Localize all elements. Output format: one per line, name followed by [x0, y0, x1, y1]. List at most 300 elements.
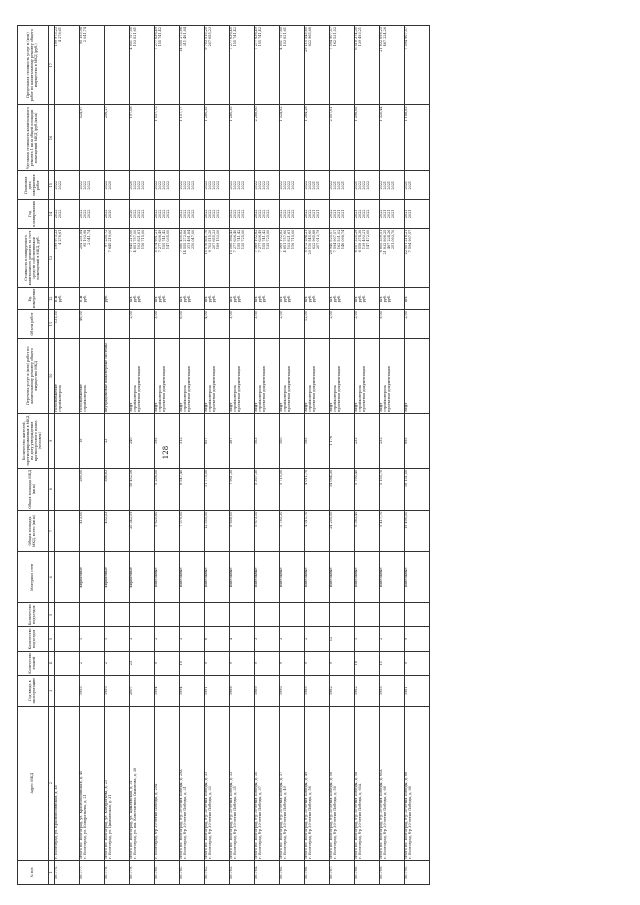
cell-line: г. Волгоград, ул. им. Константина Симонова, д. 38: [132, 767, 137, 859]
cell-line: руб.: [211, 295, 216, 303]
cell-line: 2021: [354, 180, 358, 190]
table-cell-area: 20 342,59: [130, 510, 155, 552]
table-cell-limit: [330, 26, 355, 105]
cell-line: 2022: [229, 209, 233, 219]
cell-line: 311 481,84: [182, 27, 187, 47]
table-cell-res: 232: [380, 413, 405, 468]
cell-line: 12,00: [304, 311, 308, 321]
cell-line: 9 703 515,20: [207, 229, 212, 253]
table-cell-year: 1988: [230, 675, 255, 706]
table-cell-area: 24 205,50: [330, 510, 355, 552]
table-row: [130, 26, 155, 885]
cell-line: лифт: [354, 402, 358, 412]
cell-line: 155 741,42: [261, 229, 266, 250]
cell-line: шт.: [154, 295, 158, 302]
table-cell-n: 56.784.: [255, 860, 280, 884]
table-cell-area2: 5 155,70: [380, 468, 405, 510]
cell-line: г. Волгоград, б-р 30-летия Победы, д. 31: [182, 786, 187, 859]
table-cell-area: 8 608,00: [230, 510, 255, 552]
table-cell-ent2: [305, 603, 330, 627]
table-cell-fl: 9: [255, 651, 280, 675]
cell-line: 7 569 102,82: [254, 229, 258, 253]
cell-line: 97 235,72: [104, 229, 108, 247]
table-cell-unitcost: [80, 105, 105, 171]
cell-line: 2020: [107, 209, 112, 219]
cell-line: 2020: [129, 180, 133, 190]
table-cell-yd: [355, 171, 380, 200]
table-cell-mat: панельные: [205, 552, 230, 603]
table-row: [405, 26, 430, 885]
table-cell-addr: [105, 706, 130, 860]
cell-line: лифт: [129, 402, 133, 412]
column-number: 9: [49, 413, 55, 468]
cell-line: г. Волгоград, ул. Цимлянская, д. 31: [107, 794, 112, 859]
cell-line: 4,00: [204, 311, 208, 319]
cell-line: 2022: [265, 209, 270, 219]
cell-line: 2022: [79, 209, 83, 219]
cell-line: 524,97: [79, 106, 83, 119]
table-cell-addr: [305, 706, 330, 860]
cell-line: Итого по: Волгоград, б-р 30-летия Победы, д. 35: [254, 771, 258, 859]
table-cell-ent: 1: [355, 627, 380, 651]
cell-line: 2022: [204, 180, 208, 190]
table-cell-cost: [380, 228, 405, 287]
table-cell-addr: [330, 706, 355, 860]
table-cell-unitcost: [305, 105, 330, 171]
table-cell-fl: 9: [155, 651, 180, 675]
column-header: Предельная стоимость услуг и (или) работ по капитальному ремонту общего имущества в МКД (руб.): [18, 26, 49, 105]
cell-line: 2022: [140, 209, 145, 219]
table-cell-yd: [205, 171, 230, 200]
cell-line: внутридомовые инженерные системы: [104, 343, 108, 412]
cell-line: Итого по: Волгоград, ул. Цимлянская, д. 31: [129, 780, 133, 859]
table-cell-vol: [230, 310, 255, 339]
cell-line: 2022: [132, 180, 137, 190]
cell-line: 2022: [207, 180, 212, 190]
cell-line: 2,00: [404, 311, 408, 319]
cell-line: Итого по: Волгоград, б-р 30-летия Победы, д. 66: [404, 771, 408, 859]
table-cell-limit: [205, 26, 230, 105]
table-cell-fl: 16: [355, 651, 380, 675]
table-cell-mat: панельные: [155, 552, 180, 603]
table-cell-ent: 2: [155, 627, 180, 651]
cell-line: 199 973,23: [54, 229, 58, 250]
cell-line: 10 066 364,43: [229, 229, 233, 255]
table-cell-yd: [330, 171, 355, 200]
table-cell-ent2: [255, 603, 280, 627]
cell-line: 4 278,61: [57, 27, 62, 43]
cell-line: г. Волгоград, б-р 30-летия Победы, д. 33: [207, 786, 212, 859]
table-cell-yp: [180, 200, 205, 229]
table-cell-n: 56.778.: [105, 860, 130, 884]
table-cell-fl: 11: [380, 651, 405, 675]
cell-line: 155 741,42: [157, 27, 162, 47]
cell-line: 7 645 219,00: [107, 229, 112, 253]
column-header: Ед. измерения: [18, 288, 49, 310]
cell-line: 2021: [336, 180, 341, 190]
cell-line: Итого по: Волгоград, ул. Кондратьева, д. 21: [104, 779, 108, 859]
cell-line: 2022: [365, 180, 370, 190]
table-cell-addr: [230, 706, 255, 860]
table-cell-cost: [80, 228, 105, 287]
table-cell-area: 4 011,70: [305, 510, 330, 552]
column-header: Плановая дата завершения работ: [18, 171, 49, 200]
cell-line: руб.: [182, 295, 187, 303]
cell-line: руб.: [386, 295, 391, 303]
cell-line: 3,00: [154, 311, 158, 319]
cell-line: шт.: [204, 295, 208, 302]
cell-line: проектная документация: [161, 366, 166, 412]
table-cell-works: [355, 338, 380, 413]
table-cell-unit: [280, 288, 305, 310]
cell-line: лифт: [304, 402, 308, 412]
cell-line: стройконтроль: [382, 384, 387, 412]
cell-line: 2021: [340, 180, 345, 190]
cell-line: 147 035,00: [165, 229, 170, 250]
column-number: 1: [49, 860, 55, 884]
cell-line: 3,00: [254, 311, 258, 319]
table-cell-works: [380, 338, 405, 413]
cell-line: 2022: [229, 180, 233, 190]
cell-line: Итого по: Волгоград, б-р 30-летия Победы, д. 29А: [179, 769, 183, 859]
cell-line: 2022: [104, 209, 108, 219]
table-cell-res: 23: [105, 413, 130, 468]
table-cell-yp: [105, 200, 130, 229]
table-cell-yp: [330, 200, 355, 229]
table-cell-unit: [180, 288, 205, 310]
table-cell-vol: [280, 310, 305, 339]
cell-line: 131,30: [54, 311, 58, 324]
table-cell-yp: [230, 200, 255, 229]
column-header: Адрес МКД: [18, 706, 49, 860]
cell-line: 46,00: [79, 311, 83, 321]
cell-line: г. Волгоград, ул. Краснополянская, д. 40: [54, 785, 58, 859]
cell-line: 1 398,65: [354, 106, 358, 122]
cell-line: 103 821,61: [132, 27, 137, 47]
table-cell-limit: [105, 26, 130, 105]
table-cell-area: 5 620,60: [155, 510, 180, 552]
cell-line: Итого по: Волгоград, б-р 30-летия Победы, д. 37: [279, 771, 283, 859]
cell-line: проектная документация: [261, 366, 266, 412]
cell-line: руб.: [82, 295, 87, 303]
table-cell-mat: [55, 552, 80, 603]
cell-line: 6 518 374,30: [354, 27, 358, 50]
table-cell-year: 1982: [330, 675, 355, 706]
cell-line: 1 280,35: [229, 106, 233, 122]
table-cell-addr: [355, 706, 380, 860]
cell-line: 2022: [157, 180, 162, 190]
cell-line: 2022: [232, 209, 237, 219]
cell-line: 2022: [190, 209, 195, 219]
column-number: 12: [49, 288, 55, 310]
table-cell-cost: [205, 228, 230, 287]
table-cell-mat: панельные: [230, 552, 255, 603]
table-cell-vol: [105, 310, 130, 339]
cell-line: Итого по: Волгоград, б-р 30-летия Победы, д. 56: [329, 771, 333, 859]
cell-line: 2021: [332, 209, 337, 219]
table-cell-unitcost: [55, 105, 80, 171]
table-cell-addr: [80, 706, 105, 860]
table-cell-works: [305, 338, 330, 413]
table-cell-cost: [255, 228, 280, 287]
table-cell-area2: 4 011,70: [305, 468, 330, 510]
cell-line: 7 277 636,40: [229, 27, 233, 50]
cell-line: 6,00: [179, 311, 183, 319]
table-cell-res: 195: [155, 413, 180, 468]
cell-line: 2022: [179, 209, 183, 219]
cell-line: 2021: [407, 180, 412, 190]
cell-line: г. Волгоград, ул. Кондратьева, д. 21: [82, 794, 87, 859]
cell-line: г. Волгоград, б-р 30-летия Победы, д. 60А: [357, 783, 362, 859]
cell-line: 2022: [357, 180, 362, 190]
table-cell-n: 56.775.: [55, 860, 80, 884]
cell-line: 2022: [161, 180, 166, 190]
table-cell-limit: [80, 26, 105, 105]
column-number: 3: [49, 675, 55, 706]
column-number: 15: [49, 171, 55, 200]
cell-line: 2022: [257, 180, 262, 190]
cell-line: 256,27: [104, 106, 108, 119]
cell-line: 95 193,98: [82, 229, 87, 247]
table-cell-cost: [230, 228, 255, 287]
cell-line: 2022: [279, 180, 283, 190]
cell-line: шт.: [179, 295, 183, 302]
cell-line: 7 645 219,00: [129, 229, 133, 253]
cell-line: 2022: [329, 180, 333, 190]
table-cell-res: 387: [230, 413, 255, 468]
table-cell-unitcost: [255, 105, 280, 171]
table-cell-area: 19 490,50: [405, 510, 430, 552]
cell-line: руб.: [282, 295, 287, 303]
cell-line: лифт: [204, 402, 208, 412]
cell-line: 2022: [136, 209, 141, 219]
table-cell-works: [80, 338, 105, 413]
table-cell-res: 233: [355, 413, 380, 468]
column-number: 7: [49, 510, 55, 552]
table-cell-cost: [405, 228, 430, 287]
cell-line: Итого по: Волгоград, б-р 30-летия Победы, д. 58: [354, 771, 358, 859]
cell-line: 2 288,60: [254, 106, 258, 122]
table-cell-year: 1955: [80, 675, 105, 706]
table-cell-res: 1 176: [330, 413, 355, 468]
table-cell-ent2: [155, 603, 180, 627]
repair-plan-table: [17, 25, 430, 885]
cell-line: 2022: [215, 180, 220, 190]
table-cell-unitcost: [355, 105, 380, 171]
table-cell-unit: [255, 288, 280, 310]
cell-line: 189 153,00: [215, 229, 220, 250]
cell-line: лифт: [404, 402, 408, 412]
cell-line: 2022: [365, 209, 370, 219]
table-cell-unit: [305, 288, 330, 310]
cell-line: 2022: [179, 180, 183, 190]
table-cell-area: 7 070,00: [180, 510, 205, 552]
cell-line: 95 193,98: [79, 27, 83, 45]
table-cell-unit: [330, 288, 355, 310]
table-cell-year: 1991: [205, 675, 230, 706]
cell-line: г. Волгоград, б-р 30-летия Победы, д. 68: [407, 786, 412, 859]
cell-line: 155 741,42: [232, 27, 237, 47]
table-cell-res: [55, 413, 80, 468]
cell-line: руб.: [232, 295, 237, 303]
cell-line: 8 107 325,29: [354, 229, 358, 253]
table-cell-yd: [105, 171, 130, 200]
table-row: [155, 26, 180, 885]
cell-line: Итого по: Волгоград, б-р 30-летия Победы, д. 49: [304, 771, 308, 859]
cell-line: стройконтроль: [57, 384, 62, 412]
cell-line: проектная документация: [186, 366, 191, 412]
table-cell-year: 1950: [105, 675, 130, 706]
table-cell-area2: 11 775,50: [205, 468, 230, 510]
cell-line: 7 277 636,49: [157, 229, 162, 253]
cell-line: 7 569 102,82: [279, 229, 283, 253]
table-cell-res: 103: [255, 413, 280, 468]
table-cell-unit: [230, 288, 255, 310]
table-cell-addr: [55, 706, 80, 860]
table-row: [255, 26, 280, 885]
cell-line: 22 551 216,21: [404, 229, 408, 255]
table-cell-limit: [230, 26, 255, 105]
cell-line: 622 965,68: [307, 27, 312, 47]
cell-line: 4 851 757,00: [132, 229, 137, 253]
table-cell-limit: [380, 26, 405, 105]
cell-line: 6 805 339,51: [379, 229, 383, 253]
table-cell-n: 56.787.: [330, 860, 355, 884]
column-number: 6: [49, 552, 55, 603]
column-number: 10: [49, 338, 55, 413]
table-row: [55, 26, 80, 885]
cell-line: руб.: [361, 295, 366, 303]
cell-line: 2021: [386, 180, 391, 190]
table-cell-ent: 2: [305, 627, 330, 651]
cell-line: 1 324,82: [279, 106, 283, 122]
cell-line: 199 973,23: [54, 27, 58, 47]
column-number: 16: [49, 105, 55, 171]
cell-line: Итого по: Волгоград, б-р 30-летия Победы, д. 33: [229, 771, 233, 859]
table-row: [355, 26, 380, 885]
cell-line: 207 013,79: [315, 229, 320, 250]
table-row: [305, 26, 330, 885]
cell-line: 4 278,61: [57, 229, 62, 245]
cell-line: стройконтроль: [157, 384, 162, 412]
cell-line: 2021: [386, 209, 391, 219]
cell-line: 2022: [154, 209, 158, 219]
cell-line: руб.: [57, 295, 62, 303]
cell-line: проектная документация: [311, 366, 316, 412]
table-cell-ent2: [105, 603, 130, 627]
table-cell-yp: [355, 200, 380, 229]
cell-line: 2021: [311, 209, 316, 219]
table-cell-vol: [405, 310, 430, 339]
cell-line: проектная документация: [286, 366, 291, 412]
cell-line: стройконтроль: [307, 384, 312, 412]
table-cell-area: [55, 510, 80, 552]
cell-line: 4 851 757,60: [279, 27, 283, 50]
cell-line: 2022: [132, 209, 137, 219]
table-row: [205, 26, 230, 885]
table-row: [380, 26, 405, 885]
cell-line: 2 057,61: [329, 106, 333, 122]
table-cell-fl: 9: [205, 651, 230, 675]
cell-line: Итого по: Волгоград, б-р 30-летия Победы, д. 60А: [379, 769, 383, 859]
cell-line: 7 594 907,57: [329, 27, 333, 50]
table-cell-area2: 5 790,40: [355, 468, 380, 510]
cell-line: 2022: [261, 209, 266, 219]
cell-line: 29 110 545,60: [307, 229, 312, 255]
table-cell-ent2: [330, 603, 355, 627]
table-cell-ent: 2: [380, 627, 405, 651]
table-cell-ent: 3: [280, 627, 305, 651]
table-cell-ent2: [380, 603, 405, 627]
table-cell-yp: [380, 200, 405, 229]
table-cell-unit: [80, 288, 105, 310]
column-header: Общая площадь МКД, всего (кв.м): [18, 510, 49, 552]
cell-line: п.м: [54, 295, 58, 302]
table-cell-unit: [405, 288, 430, 310]
cell-line: руб.: [132, 295, 137, 303]
cell-line: шт.: [329, 295, 333, 302]
cell-line: 3,00: [229, 311, 233, 319]
table-cell-yd: [80, 171, 105, 200]
table-cell-n: 56.790.: [405, 860, 430, 884]
cell-line: 7 277 636,49: [254, 27, 258, 50]
table-cell-works: [180, 338, 205, 413]
cell-line: лифт: [279, 402, 283, 412]
column-number: 17: [49, 26, 55, 105]
table-cell-ent: 1: [80, 627, 105, 651]
page-number: 128: [162, 445, 170, 460]
table-cell-limit: [255, 26, 280, 105]
cell-line: проектная документация: [336, 366, 341, 412]
column-header: Объем работ: [18, 310, 49, 339]
table-cell-limit: [280, 26, 305, 105]
cell-line: 2022: [215, 209, 220, 219]
cell-line: 197,08: [129, 106, 133, 119]
cell-line: 2022: [240, 209, 245, 219]
table-cell-ent: [55, 627, 80, 651]
table-cell-limit: [355, 26, 380, 105]
cell-line: 7 594 907,57: [404, 27, 408, 50]
table-cell-vol: [330, 310, 355, 339]
cell-line: газоснабжение: [54, 384, 58, 412]
table-cell-ent2: [280, 603, 305, 627]
cell-line: 210 047,00: [190, 229, 195, 250]
table-cell-cost: [180, 228, 205, 287]
table-cell-yp: [255, 200, 280, 229]
table-cell-unitcost: [380, 105, 405, 171]
cell-line: 204 251,84: [79, 229, 83, 250]
cell-line: газоснабжение: [79, 384, 83, 412]
cell-line: 2022: [86, 209, 91, 219]
header-row: [18, 26, 49, 885]
cell-line: 2021: [315, 180, 320, 190]
cell-line: 139 493,21: [361, 229, 366, 250]
table-cell-yd: [305, 171, 330, 200]
column-header: Общая площадь МКД (кв.м): [18, 468, 49, 510]
cell-line: 2021: [390, 209, 395, 219]
table-cell-n: 56.785.: [280, 860, 305, 884]
column-number: 4: [49, 651, 55, 675]
cell-line: 2022: [186, 180, 191, 190]
cell-line: 311 481,84: [186, 229, 191, 250]
cell-line: руб.: [186, 295, 191, 303]
table-cell-n: 56.781.: [180, 860, 205, 884]
table-cell-year: 1982: [355, 675, 380, 706]
cell-line: 2022: [182, 209, 187, 219]
table-cell-area2: 18 452,56: [130, 468, 155, 510]
table-cell-yp: [305, 200, 330, 229]
table-cell-ent2: [80, 603, 105, 627]
